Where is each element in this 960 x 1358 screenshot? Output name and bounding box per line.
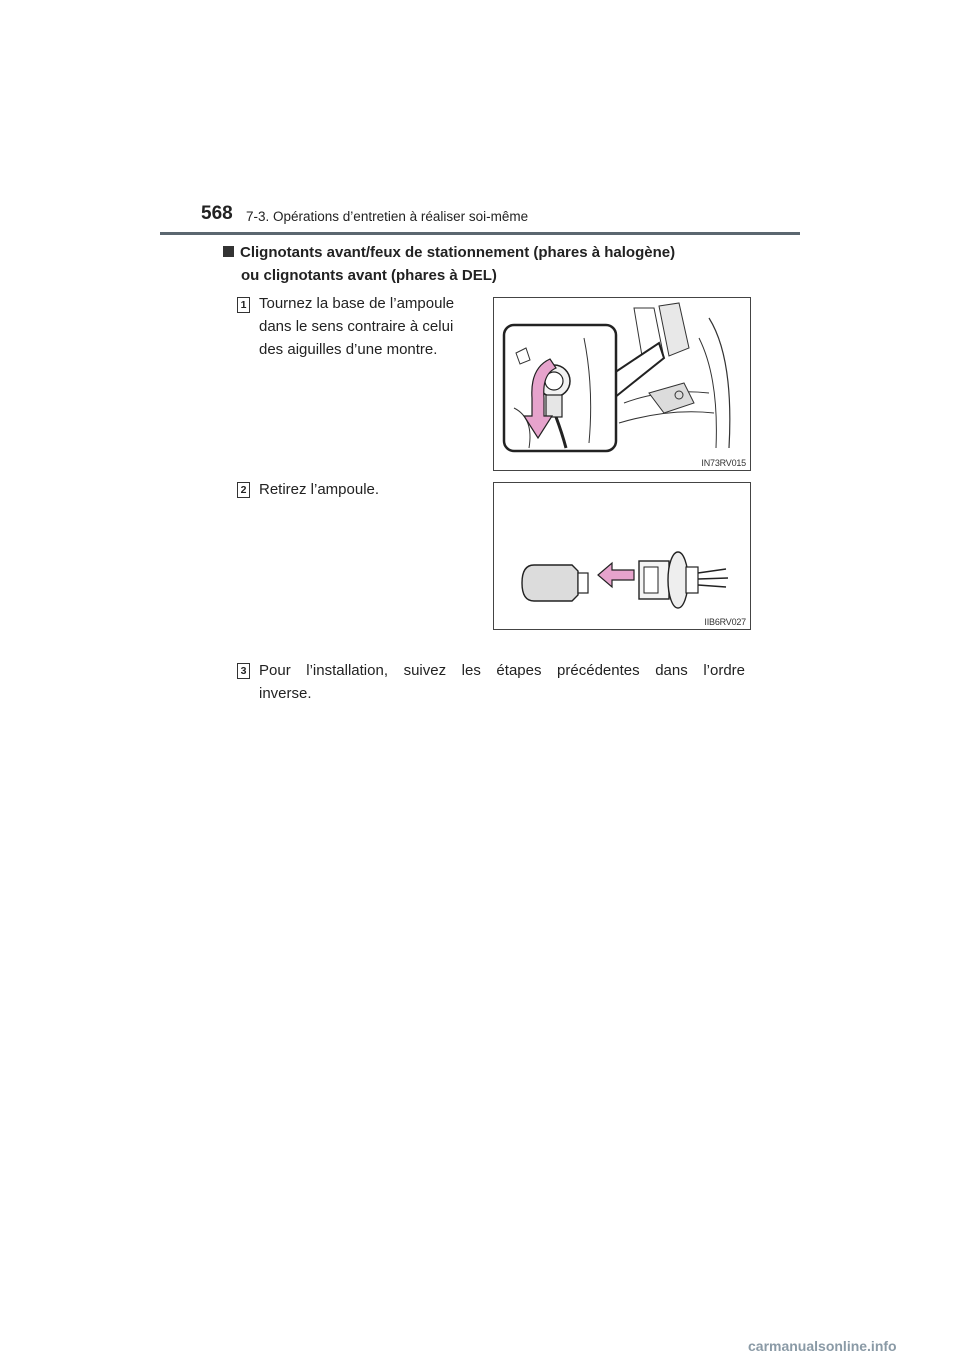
heading-text-1: Clignotants avant/feux de stationnement (phares à halogène) xyxy=(240,244,676,261)
step-text-1 xyxy=(259,292,454,361)
figure-bulb-base-rotation xyxy=(493,297,751,471)
figure-bulb-removal xyxy=(493,482,751,630)
step-1-line-3: des aiguilles d’une montre. xyxy=(259,341,438,358)
heading-line-1 xyxy=(223,241,745,264)
section-heading xyxy=(223,241,745,287)
bulb-removal-illustration xyxy=(494,483,750,617)
step-badge-2: 2 xyxy=(237,482,250,498)
step-3-line-2: inverse. xyxy=(259,685,312,702)
headlight-rotation-illustration xyxy=(494,298,750,458)
step-2-line-1: Retirez l’ampoule. xyxy=(259,481,380,498)
step-text-2 xyxy=(259,478,379,501)
step-3-line-1: Pour l’installation, suivez les étapes précédentes dans l’ordre xyxy=(259,662,745,679)
step-1-line-1: Tournez la base de l’ampoule xyxy=(259,295,455,312)
page-number: 568 xyxy=(201,203,233,224)
step-text-3 xyxy=(259,659,745,705)
step-1-line-2: dans le sens contraire à celui xyxy=(259,318,454,335)
header-title: 7-3. Opérations d’entretien à réaliser soi-même xyxy=(246,209,529,224)
step-badge-1: 1 xyxy=(237,297,250,313)
header-rule xyxy=(160,232,800,235)
square-bullet-icon xyxy=(223,246,234,257)
watermark: carmanualsonline.info xyxy=(748,1338,897,1354)
step-badge-3: 3 xyxy=(237,663,250,679)
heading-line-2: ou clignotants avant (phares à DEL) xyxy=(241,267,497,284)
figure-code-1: IN73RV015 xyxy=(701,458,746,468)
figure-code-2: IIB6RV027 xyxy=(704,617,746,627)
